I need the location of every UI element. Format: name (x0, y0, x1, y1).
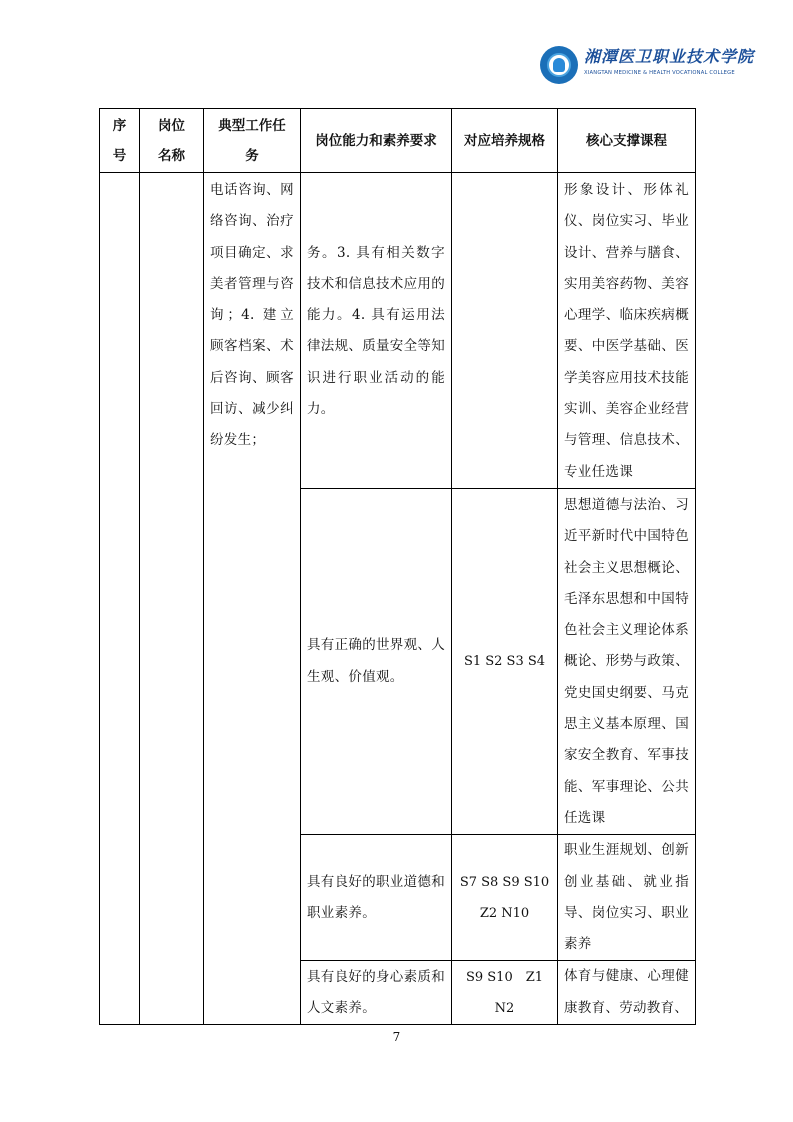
cell-spec (452, 173, 558, 489)
cell-spec (452, 835, 558, 961)
header-ability: 岗位能力和素养要求 (301, 109, 452, 173)
cell-spec (452, 488, 558, 834)
header-seq: 序号 (100, 109, 140, 173)
logo-chinese-name: 湘潭医卫职业技术学院 (584, 47, 755, 66)
cell-course (558, 835, 696, 961)
spec-text-line2: Z2 N10 (479, 905, 530, 921)
cell-ability (301, 173, 452, 489)
emblem-vase-icon (553, 58, 565, 72)
curriculum-table (99, 108, 696, 1025)
header-spec: 对应培养规格 (452, 109, 558, 173)
cell-post (140, 173, 204, 1025)
cell-course (558, 173, 696, 489)
spec-text-line1: S7 S8 S9 S10 (459, 874, 550, 890)
college-logo (540, 46, 755, 86)
ability-text: 具有良好的职业道德和职业素养。 (307, 873, 445, 921)
cell-ability (301, 488, 452, 834)
header-course: 核心支撑课程 (558, 109, 696, 173)
cell-seq (100, 173, 140, 1025)
ability-text: 具有良好的身心素质和人文素养。 (307, 968, 445, 1016)
cell-typical-task (204, 173, 301, 1025)
spec-text: S9 S10 Z1 N2 (465, 969, 544, 1016)
spec-text: S1 S2 S3 S4 (463, 654, 546, 670)
ability-text: 具有正确的世界观、人生观、价值观。 (307, 637, 445, 685)
table-header-row (100, 109, 696, 173)
course-text: 形象设计、形体礼仪、岗位实习、毕业设计、营养与膳食、实用美容药物、美容心理学、临床疾病概要、中医学基础、医学美容应用技术技能实训、美容企业经营与管理、信息技术、专业任选课 (564, 182, 689, 480)
course-text: 体育与健康、心理健康教育、劳动教育、 (564, 968, 689, 1016)
cell-ability (301, 835, 452, 961)
page-number: 7 (392, 1030, 401, 1044)
header-typical-task: 典型工作任务 (204, 109, 301, 173)
cell-course (558, 961, 696, 1025)
course-text: 思想道德与法治、习近平新时代中国特色社会主义思想概论、毛泽东思想和中国特色社会主义理论体系概论、形势与政策、党史国史纲要、马克思主义基本原理、国家安全教育、军事技能、军事理论、公共任选课 (564, 496, 689, 826)
logo-english-name: XIANGTAN MEDICINE & HEALTH VOCATIONAL COLLEGE (584, 70, 735, 76)
cell-course (558, 488, 696, 834)
cell-spec (452, 961, 558, 1025)
typical-task-text: 电话咨询、网络咨询、治疗项目确定、求美者管理与咨询；4. 建立顾客档案、术后咨询、顾客回访、减少纠纷发生； (210, 182, 294, 449)
table-row (100, 173, 696, 489)
course-text: 职业生涯规划、创新创业基础、就业指导、岗位实习、职业素养 (564, 842, 689, 953)
header-post-name: 岗位名称 (140, 109, 204, 173)
cell-ability (301, 961, 452, 1025)
ability-text: 务。3. 具有相关数字技术和信息技术应用的能力。4. 具有运用法律法规、质量安全等知识进行职业活动的能力。 (307, 244, 445, 418)
